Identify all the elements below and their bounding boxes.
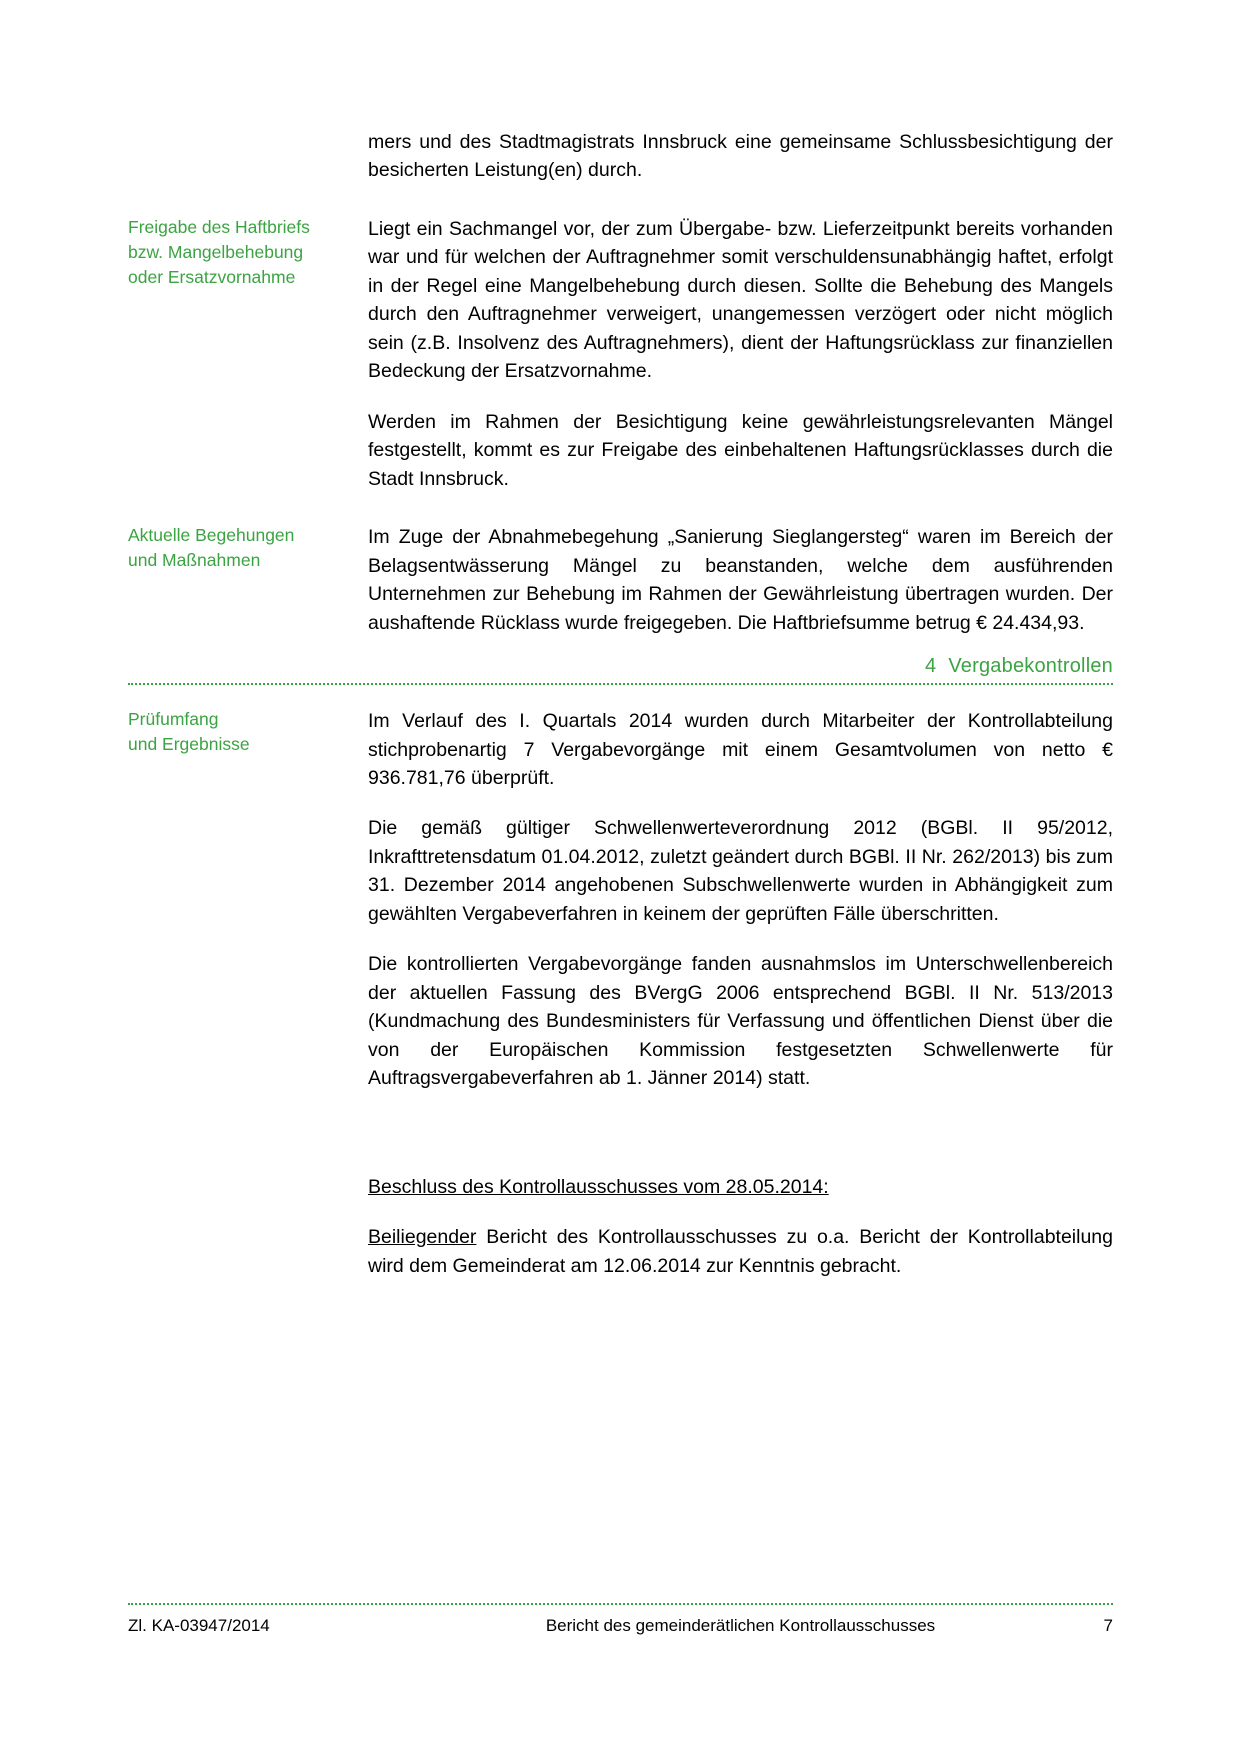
beschluss-text (368, 1223, 1113, 1280)
footer-divider (128, 1603, 1113, 1605)
paragraph: Die gemäß gültiger Schwellenwerteverordnung 2012 (BGBl. II 95/2012, Inkrafttretensdatum 01.04.2012, zuletzt geändert durch BGBl. II Nr. 262/2013) bis zum 31. Dezember 2014 angehobenen Subschwellenwerte wurden in Abhängigkeit zum gewählten Vergabeverfahren in keinem der geprüften Fälle überschritten. (368, 817, 1113, 925)
footer-reference: Zl. KA-03947/2014 (128, 1616, 270, 1635)
marginal-line: bzw. Mangelbehebung (128, 241, 304, 262)
body-text-continuation (368, 128, 1113, 185)
beschluss-lead-word: Beiliegender (368, 1226, 477, 1249)
page-content (128, 128, 1113, 1280)
marginal-line: oder Ersatzvornahme (128, 266, 296, 287)
section-pruefumfang (128, 707, 1113, 1093)
section-continuation (128, 128, 1113, 185)
marginal-line: und Maßnahmen (128, 550, 261, 570)
section-heading-text (128, 655, 1113, 683)
paragraph: mers und des Stadtmagistrats Innsbruck eine gemeinsame Schlussbesichtigung der besicherten Leistung(en) durch. (368, 131, 1113, 182)
footer-page-number: 7 (1103, 1616, 1113, 1635)
page-footer (128, 1603, 1113, 1636)
body-text-pruefumfang (368, 707, 1113, 1093)
marginal-line: Prüfumfang (128, 709, 219, 730)
marginal-note-begehungen (128, 523, 368, 573)
marginal-note-pruefumfang (128, 707, 368, 757)
beschluss-heading: Beschluss des Kontrollausschusses vom 28.05.2014: (368, 1175, 829, 1198)
paragraph: Werden im Rahmen der Besichtigung keine gewährleistungsrelevanten Mängel festgestellt, kommt es zur Freigabe des einbehaltenen Haftungsrücklasses durch die Stadt Innsbruck. (368, 410, 1113, 490)
section-heading-vergabekontrollen (128, 655, 1113, 685)
section-begehungen (128, 523, 1113, 637)
footer-meta (128, 1616, 1113, 1636)
section-title: Vergabekontrollen (948, 655, 1113, 678)
section-beschluss (128, 1173, 1113, 1280)
marginal-note-haftbrief (128, 215, 368, 290)
paragraph: Die kontrollierten Vergabevorgänge fanden ausnahmslos im Unterschwellenbereich der aktuellen Fassung des BVergG 2006 entsprechend BGBl. II Nr. 513/2013 (Kundmachung des Bundesministers für Verfassung und öffentlichen Dienst über die von der Europäischen Kommission festgesetzten Schwellenwerte für Auftragsvergabeverfahren ab 1. Jänner 2014) statt. (368, 953, 1113, 1090)
beschluss-body: Bericht des Kontrollausschusses zu o.a. Bericht der Kontrollabteilung wird dem Gemeinderat am 12.06.2014 zur Kenntnis gebracht. (368, 1226, 1113, 1277)
body-text-beschluss (368, 1173, 1113, 1280)
body-text-haftbrief (368, 215, 1113, 493)
section-haftbrief (128, 215, 1113, 493)
footer-title: Bericht des gemeinderätlichen Kontrollausschusses (545, 1616, 936, 1635)
section-number: 4 (925, 655, 937, 678)
marginal-line: Aktuelle Begehungen (128, 525, 295, 546)
paragraph: Liegt ein Sachmangel vor, der zum Übergabe- bzw. Lieferzeitpunkt bereits vorhanden war und für welchen der Auftragnehmer somit verschuldensunabhängig haftet, erfolgt in der Regel eine Mangelbehebung durch diesen. Sollte die Behebung des Mangels durch den Auftragnehmer verweigert, unangemessen verzögert oder nicht möglich sein (z.B. Insolvenz des Auftragnehmers), dient der Haftungsrücklass zur finanziellen Bedeckung der Ersatzvornahme. (368, 217, 1113, 383)
body-text-begehungen (368, 523, 1113, 637)
paragraph: Im Zuge der Abnahmebegehung „Sanierung Sieglangersteg“ waren im Bereich der Belagsentwässerung Mängel zu beanstanden, welche dem ausführenden Unternehmen zur Behebung im Rahmen der Gewährleistung übertragen wurden. Der aushaftende Rücklass wurde freigegeben. Die Haftbriefsumme betrug € 24.434,93. (368, 526, 1113, 634)
marginal-line: und Ergebnisse (128, 733, 250, 754)
paragraph: Im Verlauf des I. Quartals 2014 wurden durch Mitarbeiter der Kontrollabteilung stichprobenartig 7 Vergabevorgänge mit einem Gesamtvolumen von netto € 936.781,76 überprüft. (368, 710, 1113, 789)
marginal-line: Freigabe des Haftbriefs (128, 216, 310, 237)
